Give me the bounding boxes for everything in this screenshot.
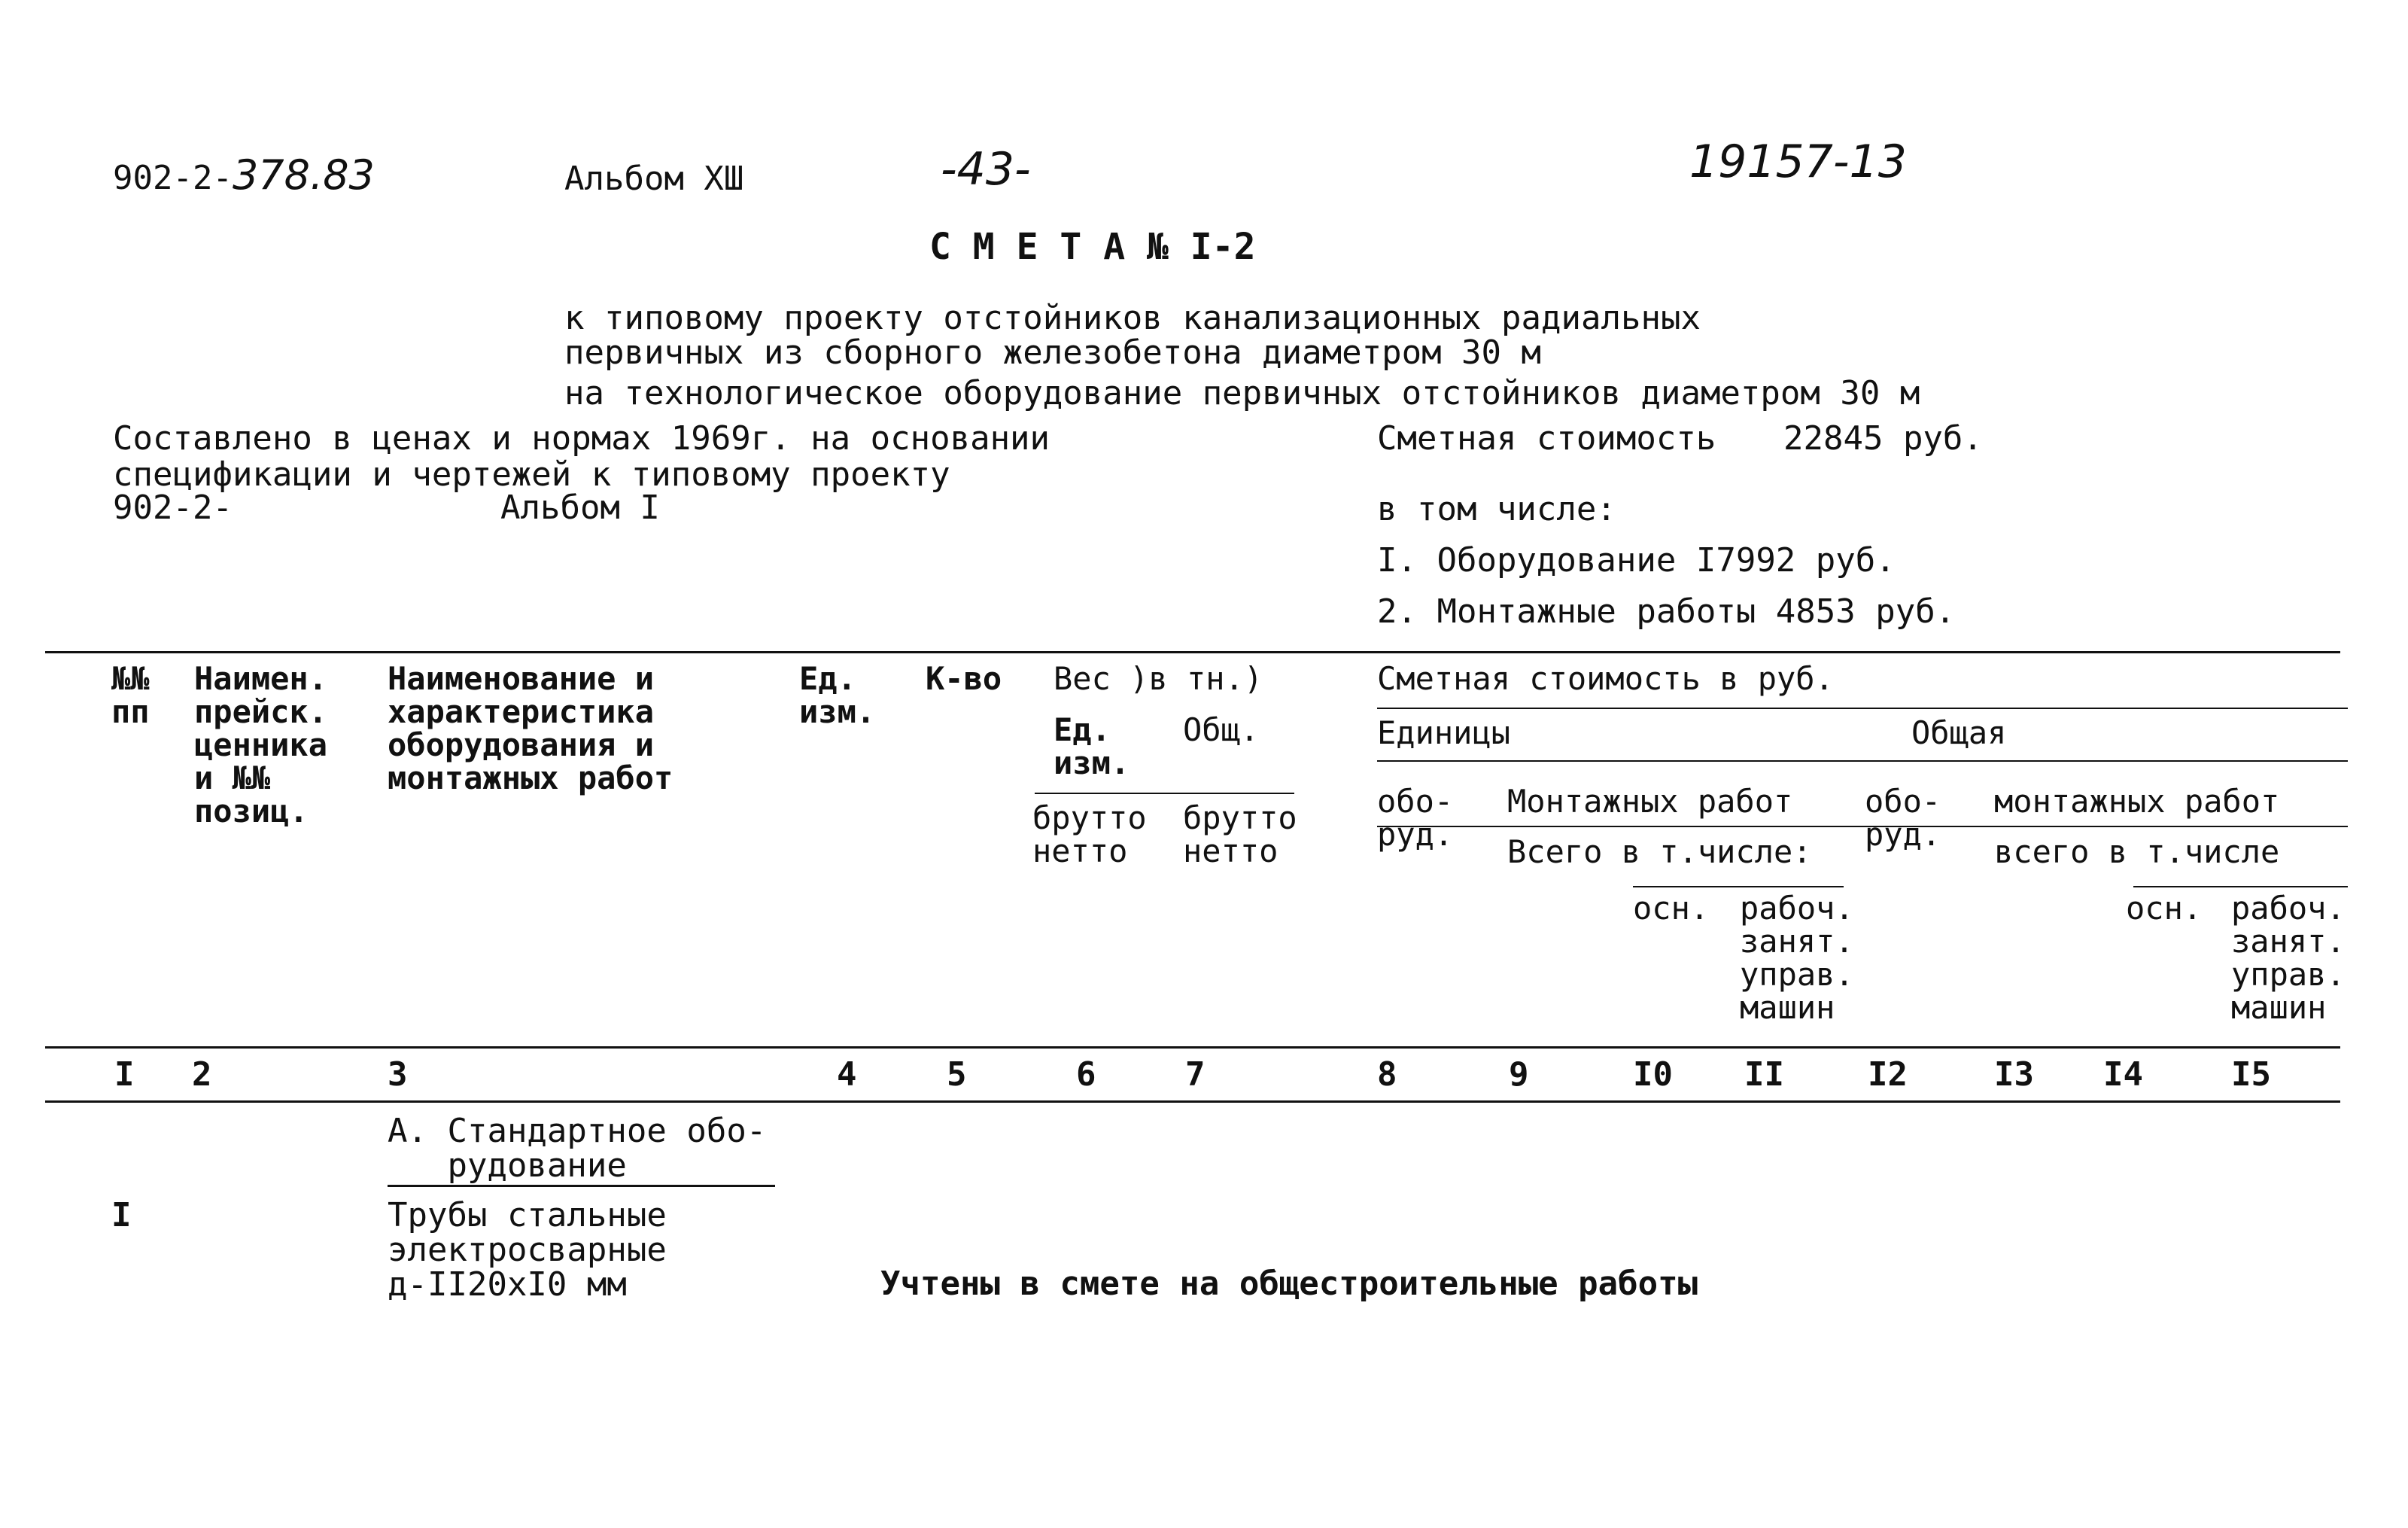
page-number: -43- xyxy=(941,143,1031,196)
project-code xyxy=(113,151,375,199)
cost-item-equipment: I. Оборудование I7992 руб. xyxy=(1377,541,1896,580)
col-number-13: I3 xyxy=(1994,1055,2034,1094)
basis-line-2: спецификации и чертежей к типовому проекту xyxy=(113,455,950,494)
including-label: в том числе: xyxy=(1377,490,1616,528)
row-1-number: I xyxy=(111,1196,132,1234)
header-machine-unit: рабоч. занят. управ. машин xyxy=(1740,890,1854,1026)
table-top-rule xyxy=(45,651,2340,653)
header-row-number: №№ пп xyxy=(111,660,150,730)
header-incl-total: всего в т.числе xyxy=(1994,833,2280,870)
subtitle-line-3: на технологическое оборудование первичных отстойников диаметром 30 м xyxy=(564,374,1920,412)
col-number-9: 9 xyxy=(1509,1055,1529,1094)
total-cost-label: Сметная стоимость xyxy=(1377,419,1716,458)
basis-line-3-album: Альбом I xyxy=(500,489,660,527)
header-weight-unit: Ед. изм. xyxy=(1054,711,1130,781)
col-number-1: I xyxy=(114,1055,135,1094)
col-numbers-rule xyxy=(45,1100,2340,1103)
header-machine-total: рабоч. занят. управ. машин xyxy=(2231,890,2346,1026)
total-cost-value: 22845 руб. xyxy=(1783,419,1983,458)
header-total: Общая xyxy=(1911,714,2007,751)
install-subrule xyxy=(1377,826,2348,827)
units-total-rule xyxy=(1377,760,2348,762)
document-title: С М Е Т А № I-2 xyxy=(929,226,1256,268)
col-number-6: 6 xyxy=(1076,1055,1096,1094)
header-equipment-total: обо- руд. xyxy=(1865,783,1941,853)
col-number-5: 5 xyxy=(947,1055,967,1094)
col-number-4: 4 xyxy=(837,1055,857,1094)
header-weight: Вес )в тн.) xyxy=(1054,660,1263,697)
col-number-11: II xyxy=(1744,1055,1784,1094)
col-number-12: I2 xyxy=(1868,1055,1908,1094)
col-number-15: I5 xyxy=(2231,1055,2271,1094)
col-number-3: 3 xyxy=(388,1055,408,1094)
album-label: Альбом XШ xyxy=(564,160,744,198)
basis-line-1: Составлено в ценах и нормах 1969г. на основании xyxy=(113,419,1050,458)
cost-header-rule xyxy=(1377,708,2348,709)
col-number-7: 7 xyxy=(1185,1055,1206,1094)
header-weight-total: Общ. xyxy=(1183,711,1260,748)
subtitle-line-1: к типовому проекту отстойников канализационных радиальных xyxy=(564,299,1701,337)
header-basic-unit: осн. xyxy=(1633,890,1710,927)
header-equipment-unit: обо- руд. xyxy=(1377,783,1454,853)
subtitle-line-2: первичных из сборного железобетона диаметром 30 м xyxy=(564,333,1542,372)
weight-subrule xyxy=(1035,793,1294,794)
header-install-total: монтажных работ xyxy=(1994,783,2280,820)
col-number-8: 8 xyxy=(1377,1055,1397,1094)
header-pricelist: Наимен. прейск. ценника и №№ позиц. xyxy=(194,660,328,829)
row-1-name: Трубы стальные электросварные д-II20хI0 мм xyxy=(388,1196,667,1304)
col-number-14: I4 xyxy=(2103,1055,2143,1094)
header-unit: Ед. изм. xyxy=(799,660,876,730)
header-basic-total: осн. xyxy=(2126,890,2203,927)
header-units: Единицы xyxy=(1377,714,1511,751)
sheet-number: 19157-13 xyxy=(1689,135,1907,188)
incl-unit-rule xyxy=(1633,886,1844,887)
col-number-2: 2 xyxy=(192,1055,212,1094)
col-number-10: I0 xyxy=(1633,1055,1673,1094)
project-code-handwritten: 378.83 xyxy=(232,151,375,199)
header-estimated-cost: Сметная стоимость в руб. xyxy=(1377,660,1834,697)
project-code-prefix: 902-2- xyxy=(113,159,233,197)
section-title: А. Стандартное обо- рудование xyxy=(388,1114,775,1187)
row-1-note: Учтены в смете на общестроительные работы xyxy=(880,1265,1698,1303)
header-bottom-rule xyxy=(45,1046,2340,1049)
header-quantity: К-во xyxy=(926,660,1002,697)
header-name: Наименование и характеристика оборудования и монтажных работ xyxy=(388,660,673,796)
cost-item-installation: 2. Монтажные работы 4853 руб. xyxy=(1377,592,1956,631)
header-incl-unit: Всего в т.числе: xyxy=(1507,833,1812,870)
header-brutto-unit: брутто нетто xyxy=(1032,799,1147,869)
incl-total-rule xyxy=(2133,886,2348,887)
basis-line-3-code: 902-2- xyxy=(113,489,233,527)
header-install-unit: Монтажных работ xyxy=(1507,783,1793,820)
header-brutto-total: брутто нетто xyxy=(1183,799,1297,869)
